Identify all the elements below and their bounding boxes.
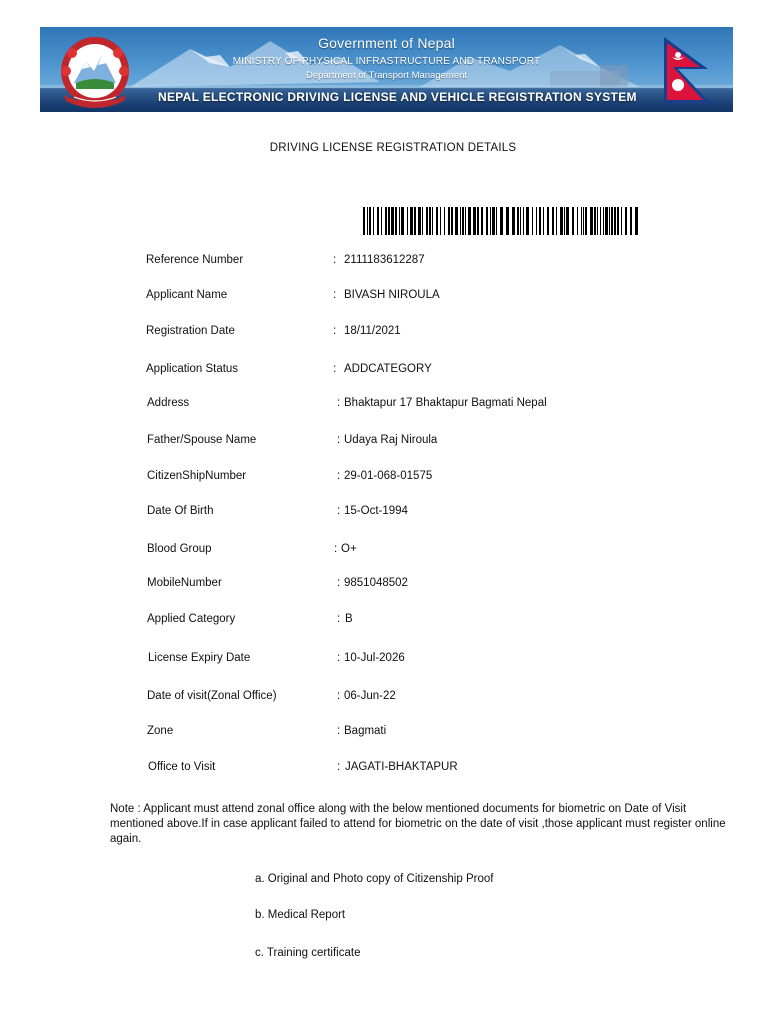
required-document-medical-report: b. Medical Report	[255, 909, 346, 921]
field-row-date-of-visit	[0, 690, 768, 706]
field-label: Blood Group	[147, 543, 212, 555]
field-row-father-spouse-name	[0, 434, 768, 450]
barcode-icon	[363, 207, 639, 235]
field-row-mobile-number	[0, 577, 768, 593]
field-separator: :	[337, 690, 341, 702]
field-separator: :	[337, 613, 341, 625]
field-label: Zone	[147, 725, 174, 737]
document-title: DRIVING LICENSE REGISTRATION DETAILS	[269, 142, 517, 154]
field-row-zone	[0, 725, 768, 741]
header-banner	[40, 27, 733, 112]
field-separator: :	[337, 652, 341, 664]
field-row-blood-group	[0, 543, 768, 559]
field-value: B	[345, 613, 353, 625]
government-title: Government of Nepal	[318, 35, 455, 51]
field-separator: :	[337, 577, 341, 589]
field-label: Application Status	[146, 363, 239, 375]
field-value: BIVASH NIROULA	[344, 289, 440, 301]
field-separator: :	[333, 363, 337, 375]
field-row-citizenship-number	[0, 470, 768, 486]
field-row-application-status	[0, 363, 768, 379]
field-value: 2111183612287	[344, 254, 425, 266]
field-separator: :	[337, 505, 341, 517]
field-separator: :	[333, 289, 337, 301]
field-row-date-of-birth	[0, 505, 768, 521]
field-value: Bagmati	[344, 725, 387, 737]
field-separator: :	[333, 254, 337, 266]
field-separator: :	[337, 434, 341, 446]
field-label: Office to Visit	[148, 761, 216, 773]
field-separator: :	[337, 470, 341, 482]
field-label: Registration Date	[146, 325, 235, 337]
field-label: Father/Spouse Name	[147, 434, 257, 446]
field-value: Udaya Raj Niroula	[344, 434, 438, 446]
field-label: Date of visit(Zonal Office)	[147, 690, 277, 702]
field-value: 10-Jul-2026	[344, 652, 405, 664]
biometric-note: Note : Applicant must attend zonal office along with the below mentioned documents for biometric on Date of Visit mentioned above.If in case applicant failed to attend for biometric on the date of visit ,those applicant must register online again.	[110, 803, 726, 845]
field-value: ADDCATEGORY	[344, 363, 432, 375]
field-label: License Expiry Date	[148, 652, 251, 664]
field-row-office-to-visit	[0, 761, 768, 777]
field-separator: :	[333, 325, 337, 337]
field-value: 06-Jun-22	[344, 690, 396, 702]
field-value: 18/11/2021	[344, 325, 401, 337]
system-name: NEPAL ELECTRONIC DRIVING LICENSE AND VEHICLE REGISTRATION SYSTEM	[158, 90, 637, 104]
field-value: 15-Oct-1994	[344, 505, 408, 517]
field-label: CitizenShipNumber	[147, 470, 247, 482]
ministry-name: MINISTRY OF PHYSICAL INFRASTRUCTURE AND TRANSPORT	[232, 56, 541, 67]
department-name: Department of Transport Management	[305, 70, 468, 81]
field-row-address	[0, 397, 768, 413]
field-separator: :	[337, 725, 341, 737]
field-label: Reference Number	[146, 254, 244, 266]
field-label: MobileNumber	[147, 577, 222, 589]
field-row-registration-date	[0, 325, 768, 341]
field-separator: :	[337, 761, 341, 773]
field-row-applied-category	[0, 613, 768, 629]
field-value: 9851048502	[344, 577, 408, 589]
field-label: Date Of Birth	[147, 505, 214, 517]
required-document-citizenship: a. Original and Photo copy of Citizenship Proof	[255, 873, 494, 885]
field-value: 29-01-068-01575	[344, 470, 433, 482]
field-row-reference-number	[0, 254, 768, 270]
field-value: JAGATI-BHAKTAPUR	[345, 761, 458, 773]
field-separator: :	[337, 397, 341, 409]
field-label: Applicant Name	[146, 289, 228, 301]
field-label: Address	[147, 397, 190, 409]
field-separator: :	[334, 543, 338, 555]
field-label: Applied Category	[147, 613, 236, 625]
field-row-license-expiry-date	[0, 652, 768, 668]
required-document-training-certificate: c. Training certificate	[255, 947, 361, 959]
field-value: O+	[341, 543, 357, 555]
field-row-applicant-name	[0, 289, 768, 305]
field-value: Bhaktapur 17 Bhaktapur Bagmati Nepal	[344, 397, 547, 409]
